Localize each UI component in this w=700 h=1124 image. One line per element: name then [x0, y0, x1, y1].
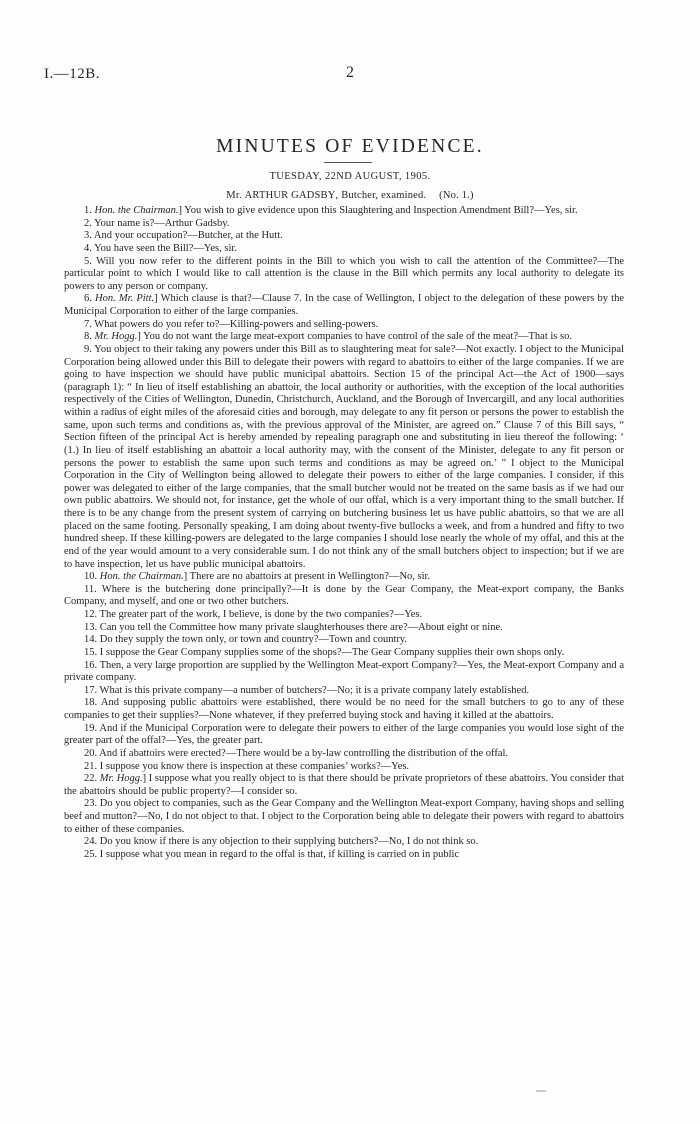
evidence-paragraph: 16. Then, a very large proportion are supplied by the Wellington Meat-export Company?—Yes, the Meat-export Company and a private company.	[64, 659, 624, 684]
page-number: 2	[346, 64, 354, 81]
evidence-paragraph: 11. Where is the butchering done principally?—It is done by the Gear Company, the Meat-export company, the Banks Company, and myself, and one or two other butchers.	[64, 583, 624, 608]
evidence-paragraph: 25. I suppose what you mean in regard to the offal is that, if killing is carried on in public	[84, 848, 460, 860]
evidence-paragraph: 14. Do they supply the town only, or town and country?—Town and country.	[84, 634, 408, 646]
evidence-paragraph: 23. Do you object to companies, such as the Gear Company and the Wellington Meat-export Company, having shops and selling beef and mutton?—No, I do not object to that. I object to the Corporation being able to delegate their powers with regard to abattoirs to either of these companies.	[64, 798, 624, 835]
evidence-paragraph: 3. And your occupation?—Butcher, at the Hutt.	[84, 230, 283, 242]
evidence-paragraph: 7. What powers do you refer to?—Killing-powers and selling-powers.	[84, 318, 379, 330]
witness-description: , Butcher, examined.	[335, 190, 427, 201]
evidence-paragraph: 21. I suppose you know there is inspection at these companies’ works?—Yes.	[84, 760, 410, 772]
evidence-paragraph: 8. Mr. Hogg.] You do not want the large meat-export companies to have control of the sale of the meat?—That is so.	[84, 331, 572, 343]
speaker-name: Mr. Hogg.	[99, 773, 143, 785]
page-title: MINUTES OF EVIDENCE.	[216, 136, 484, 157]
evidence-paragraph: 22. Mr. Hogg.] I suppose what you really object to is that there should be private proprietors of these abattoirs. You consider that the abattoirs should be public property?—I consider so.	[64, 773, 624, 797]
evidence-paragraph: 18. And supposing public abattoirs were established, there would be no need for the small butchers to go to any of these companies to get their supplies?—None whatever, if they preferred buying stock and having it killed at the abattoirs.	[64, 697, 624, 721]
evidence-paragraph: 10. Hon. the Chairman.] There are no abattoirs at present in Wellington?—No, sir.	[84, 571, 431, 583]
evidence-paragraph: 17. What is this private company—a number of butchers?—No; it is a private company lately established.	[84, 684, 530, 696]
evidence-paragraph: 2. Your name is?—Arthur Gadsby.	[84, 217, 230, 229]
evidence-paragraph: 6. Hon. Mr. Pitt.] Which clause is that?—Clause 7. In the case of Wellington, I object to the delegation of these powers by the Municipal Corporation to either of the large companies.	[64, 293, 625, 317]
witness-line	[0, 190, 700, 201]
speaker-name: Mr. Hogg.	[94, 331, 138, 343]
evidence-paragraph: 1. Hon. the Chairman.] You wish to give evidence upon this Slaughtering and Inspection Amendment Bill?—Yes, sir.	[84, 205, 578, 216]
evidence-paragraph: 4. You have seen the Bill?—Yes, sir.	[84, 242, 237, 254]
witness-number: (No. 1.)	[439, 190, 474, 201]
speaker-name: Hon. Mr. Pitt.	[95, 293, 155, 305]
witness-prefix: Mr.	[226, 190, 242, 201]
evidence-paragraph: 19. And if the Municipal Corporation were to delegate their powers to either of the large companies you would lose sight of the greater part of the offal?—Yes, the greater part.	[64, 722, 624, 747]
evidence-paragraph: 9. You object to their taking any powers under this Bill as to slaughtering meat for sale?—Not exactly. I object to the Municipal Corporation being allowed under this Bill to delegate their powers with regard to abattoirs to either of the large companies. If we are going to have inspection we should have public municipal abattoirs. Section 15 of the principal Act—the Act of 1900—says (paragraph 1): “ In lieu of itself establishing an abattoir, the local authority or authorities, with the exception of the local authorities respectively of the Cities of Wellington, Dunedin, Christchurch, Auckland, and the Borough of Invercargill, and any local authorities within a radius of eight miles of the aforesaid cities and borough, may delegate to any fit person or persons the power to establish the same, upon such terms and conditions as, with the previous approval of the Minister, are agreed on.” Clause 7 of this Bill says, “ Section fifteen of the principal Act is hereby amended by repealing paragraph one and substituting in lieu thereof the following: ‘ (1.) In lieu of itself establishing an abattoir a local authority may, with the consent of the Minister, delegate to any fit person or persons the power to establish the same upon such terms and conditions as may be agreed on.’ ” I object to the Municipal Corporation in the City of Wellington being allowed to delegate their powers to either of the large companies. I consider, if this power was delegated to either of the large companies, that the small butcher would not be treated on the same basis as if we had our own public abattoirs. We should not, for instance, get the whole of our offal, which is a very important thing to the small butcher. If there is to be any change from the present system of carrying on butchering business let us have public abattoirs, so that we are all placed on the same footing. Personally speaking, I am doing about twenty-five bullocks a week, and from a hundred and fifty to two hundred sheep. If these killing-powers are delegated to the large companies I should lose nearly the whole of my offal, and this at the end of the year would amount to a very considerable sum. I do not think any of the small butchers object to inspection; but if we are to have inspection, let us have public municipal abattoirs.	[64, 343, 624, 570]
evidence-paragraph: 5. Will you now refer to the different points in the Bill to which you wish to call the attention of the Committee?—The particular point to which I would like to call attention is the clause in the Bill which permits any local authority to delegate its powers to any person or company.	[64, 255, 624, 292]
evidence-paragraph: 20. And if abattoirs were erected?—There would be a by-law controlling the distribution of the offal.	[84, 747, 509, 759]
page-smudge	[536, 1090, 546, 1092]
dateline: TUESDAY, 22ND AUGUST, 1905.	[269, 171, 431, 182]
witness-name: ARTHUR GADSBY	[244, 190, 336, 201]
document-reference: I.—12B.	[44, 66, 100, 82]
title-rule	[324, 162, 372, 163]
speaker-name: Hon. the Chairman.	[99, 571, 184, 583]
evidence-paragraph: 13. Can you tell the Committee how many private slaughterhouses there are?—About eight or nine.	[84, 621, 503, 633]
evidence-paragraph: 15. I suppose the Gear Company supplies some of the shops?—The Gear Company supplies their own shops only.	[84, 646, 565, 658]
evidence-paragraph: 24. Do you know if there is any objection to their supplying butchers?—No, I do not think so.	[84, 836, 479, 848]
speaker-name: Hon. the Chairman.	[94, 205, 179, 216]
minutes-body	[64, 205, 624, 862]
evidence-paragraph: 12. The greater part of the work, I believe, is done by the two companies?—Yes.	[84, 609, 423, 620]
